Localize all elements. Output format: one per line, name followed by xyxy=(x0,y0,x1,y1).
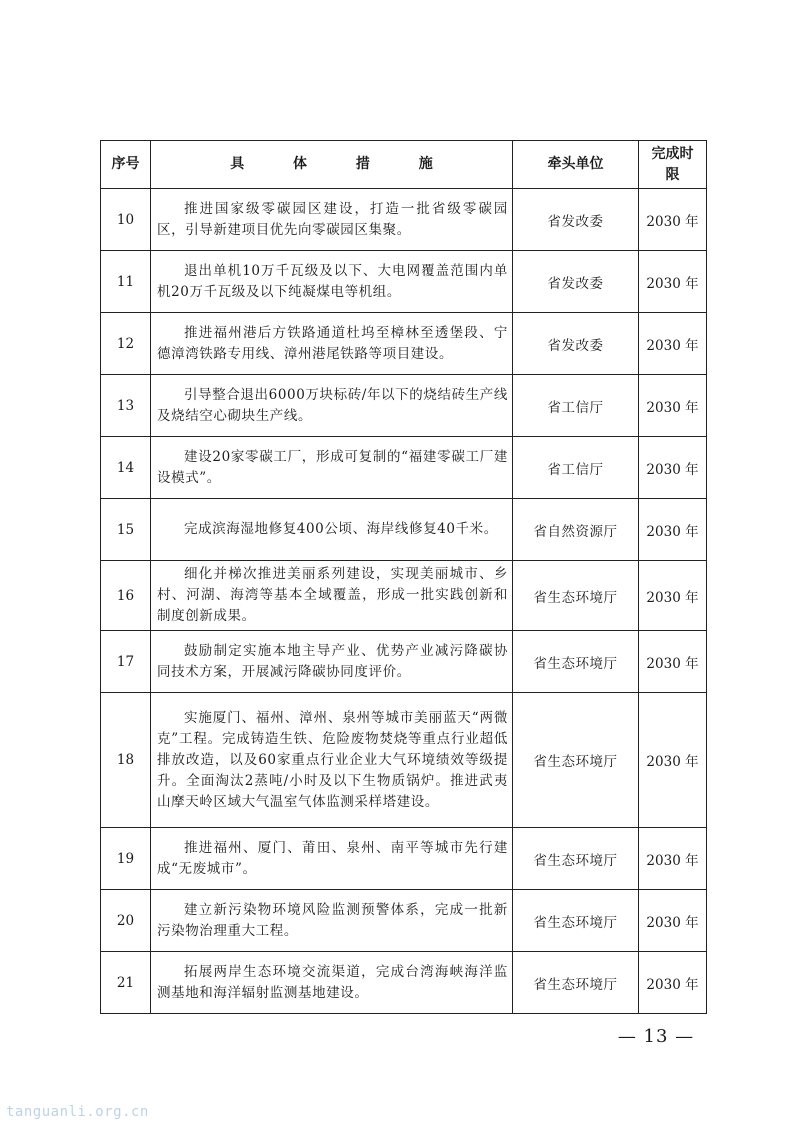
row-unit: 省发改委 xyxy=(513,251,639,313)
header-unit: 牵头单位 xyxy=(513,141,639,189)
row-deadline: 2030 年 xyxy=(639,631,707,693)
watermark: tanguanli.org.cn xyxy=(6,1104,149,1120)
header-measure-label: 具 体 措 施 xyxy=(230,156,455,172)
table-row xyxy=(101,693,707,828)
row-measure: 退出单机10万千瓦级及以下、大电网覆盖范围内单机20万千瓦级及以下纯凝煤电等机组。 xyxy=(151,251,513,313)
row-unit: 省生态环境厅 xyxy=(513,631,639,693)
row-no: 16 xyxy=(101,561,151,631)
row-measure: 拓展两岸生态环境交流渠道，完成台湾海峡海洋监测基地和海洋辐射监测基地建设。 xyxy=(151,952,513,1014)
header-deadline xyxy=(639,141,707,189)
table-row xyxy=(101,313,707,375)
row-no: 17 xyxy=(101,631,151,693)
row-no: 19 xyxy=(101,828,151,890)
row-measure: 实施厦门、福州、漳州、泉州等城市美丽蓝天“两微克”工程。完成铸造生铁、危险废物焚烧等重点行业超低排放改造，以及60家重点行业企业大气环境绩效等级提升。全面淘汰2蒸吨/小时及以下生物质锅炉。推进武夷山摩天岭区域大气温室气体监测采样塔建设。 xyxy=(151,693,513,828)
row-deadline: 2030 年 xyxy=(639,437,707,499)
row-unit: 省发改委 xyxy=(513,189,639,251)
row-no: 18 xyxy=(101,693,151,828)
row-measure: 细化并梯次推进美丽系列建设，实现美丽城市、乡村、河湖、海湾等基本全域覆盖，形成一批实践创新和制度创新成果。 xyxy=(151,561,513,631)
row-no: 20 xyxy=(101,890,151,952)
row-no: 12 xyxy=(101,313,151,375)
row-unit: 省生态环境厅 xyxy=(513,693,639,828)
table-row xyxy=(101,952,707,1014)
page-number: — 13 — xyxy=(617,1026,695,1047)
row-measure: 完成滨海湿地修复400公顷、海岸线修复40千米。 xyxy=(151,499,513,561)
row-unit: 省工信厅 xyxy=(513,437,639,499)
row-deadline: 2030 年 xyxy=(639,499,707,561)
table-row xyxy=(101,631,707,693)
table-header-row xyxy=(101,141,707,189)
row-deadline: 2030 年 xyxy=(639,561,707,631)
row-deadline: 2030 年 xyxy=(639,251,707,313)
measures-table xyxy=(100,140,707,1014)
row-measure: 建立新污染物环境风险监测预警体系，完成一批新污染物治理重大工程。 xyxy=(151,890,513,952)
row-measure: 推进福州港后方铁路通道杜坞至樟林至透堡段、宁德漳湾铁路专用线、漳州港尾铁路等项目建设。 xyxy=(151,313,513,375)
row-deadline: 2030 年 xyxy=(639,952,707,1014)
table-row xyxy=(101,189,707,251)
table-row xyxy=(101,375,707,437)
header-measure xyxy=(151,141,513,189)
row-unit: 省生态环境厅 xyxy=(513,828,639,890)
row-no: 10 xyxy=(101,189,151,251)
row-no: 11 xyxy=(101,251,151,313)
table-row xyxy=(101,561,707,631)
row-no: 14 xyxy=(101,437,151,499)
row-deadline: 2030 年 xyxy=(639,693,707,828)
header-deadline-label: 完成时限 xyxy=(651,145,694,183)
row-deadline: 2030 年 xyxy=(639,375,707,437)
row-unit: 省自然资源厅 xyxy=(513,499,639,561)
row-deadline: 2030 年 xyxy=(639,189,707,251)
row-deadline: 2030 年 xyxy=(639,313,707,375)
table-row xyxy=(101,251,707,313)
table-row xyxy=(101,499,707,561)
table-row xyxy=(101,890,707,952)
row-measure: 建设20家零碳工厂，形成可复制的“福建零碳工厂建设模式”。 xyxy=(151,437,513,499)
row-measure: 推进国家级零碳园区建设，打造一批省级零碳园区，引导新建项目优先向零碳园区集聚。 xyxy=(151,189,513,251)
header-no: 序号 xyxy=(101,141,151,189)
table-row xyxy=(101,828,707,890)
row-deadline: 2030 年 xyxy=(639,828,707,890)
row-measure: 推进福州、厦门、莆田、泉州、南平等城市先行建成“无废城市”。 xyxy=(151,828,513,890)
table-row xyxy=(101,437,707,499)
row-unit: 省生态环境厅 xyxy=(513,561,639,631)
row-unit: 省生态环境厅 xyxy=(513,952,639,1014)
row-unit: 省工信厅 xyxy=(513,375,639,437)
row-measure: 引导整合退出6000万块标砖/年以下的烧结砖生产线及烧结空心砌块生产线。 xyxy=(151,375,513,437)
row-no: 21 xyxy=(101,952,151,1014)
row-no: 13 xyxy=(101,375,151,437)
row-deadline: 2030 年 xyxy=(639,890,707,952)
row-measure: 鼓励制定实施本地主导产业、优势产业减污降碳协同技术方案，开展减污降碳协同度评价。 xyxy=(151,631,513,693)
row-unit: 省生态环境厅 xyxy=(513,890,639,952)
row-unit: 省发改委 xyxy=(513,313,639,375)
row-no: 15 xyxy=(101,499,151,561)
